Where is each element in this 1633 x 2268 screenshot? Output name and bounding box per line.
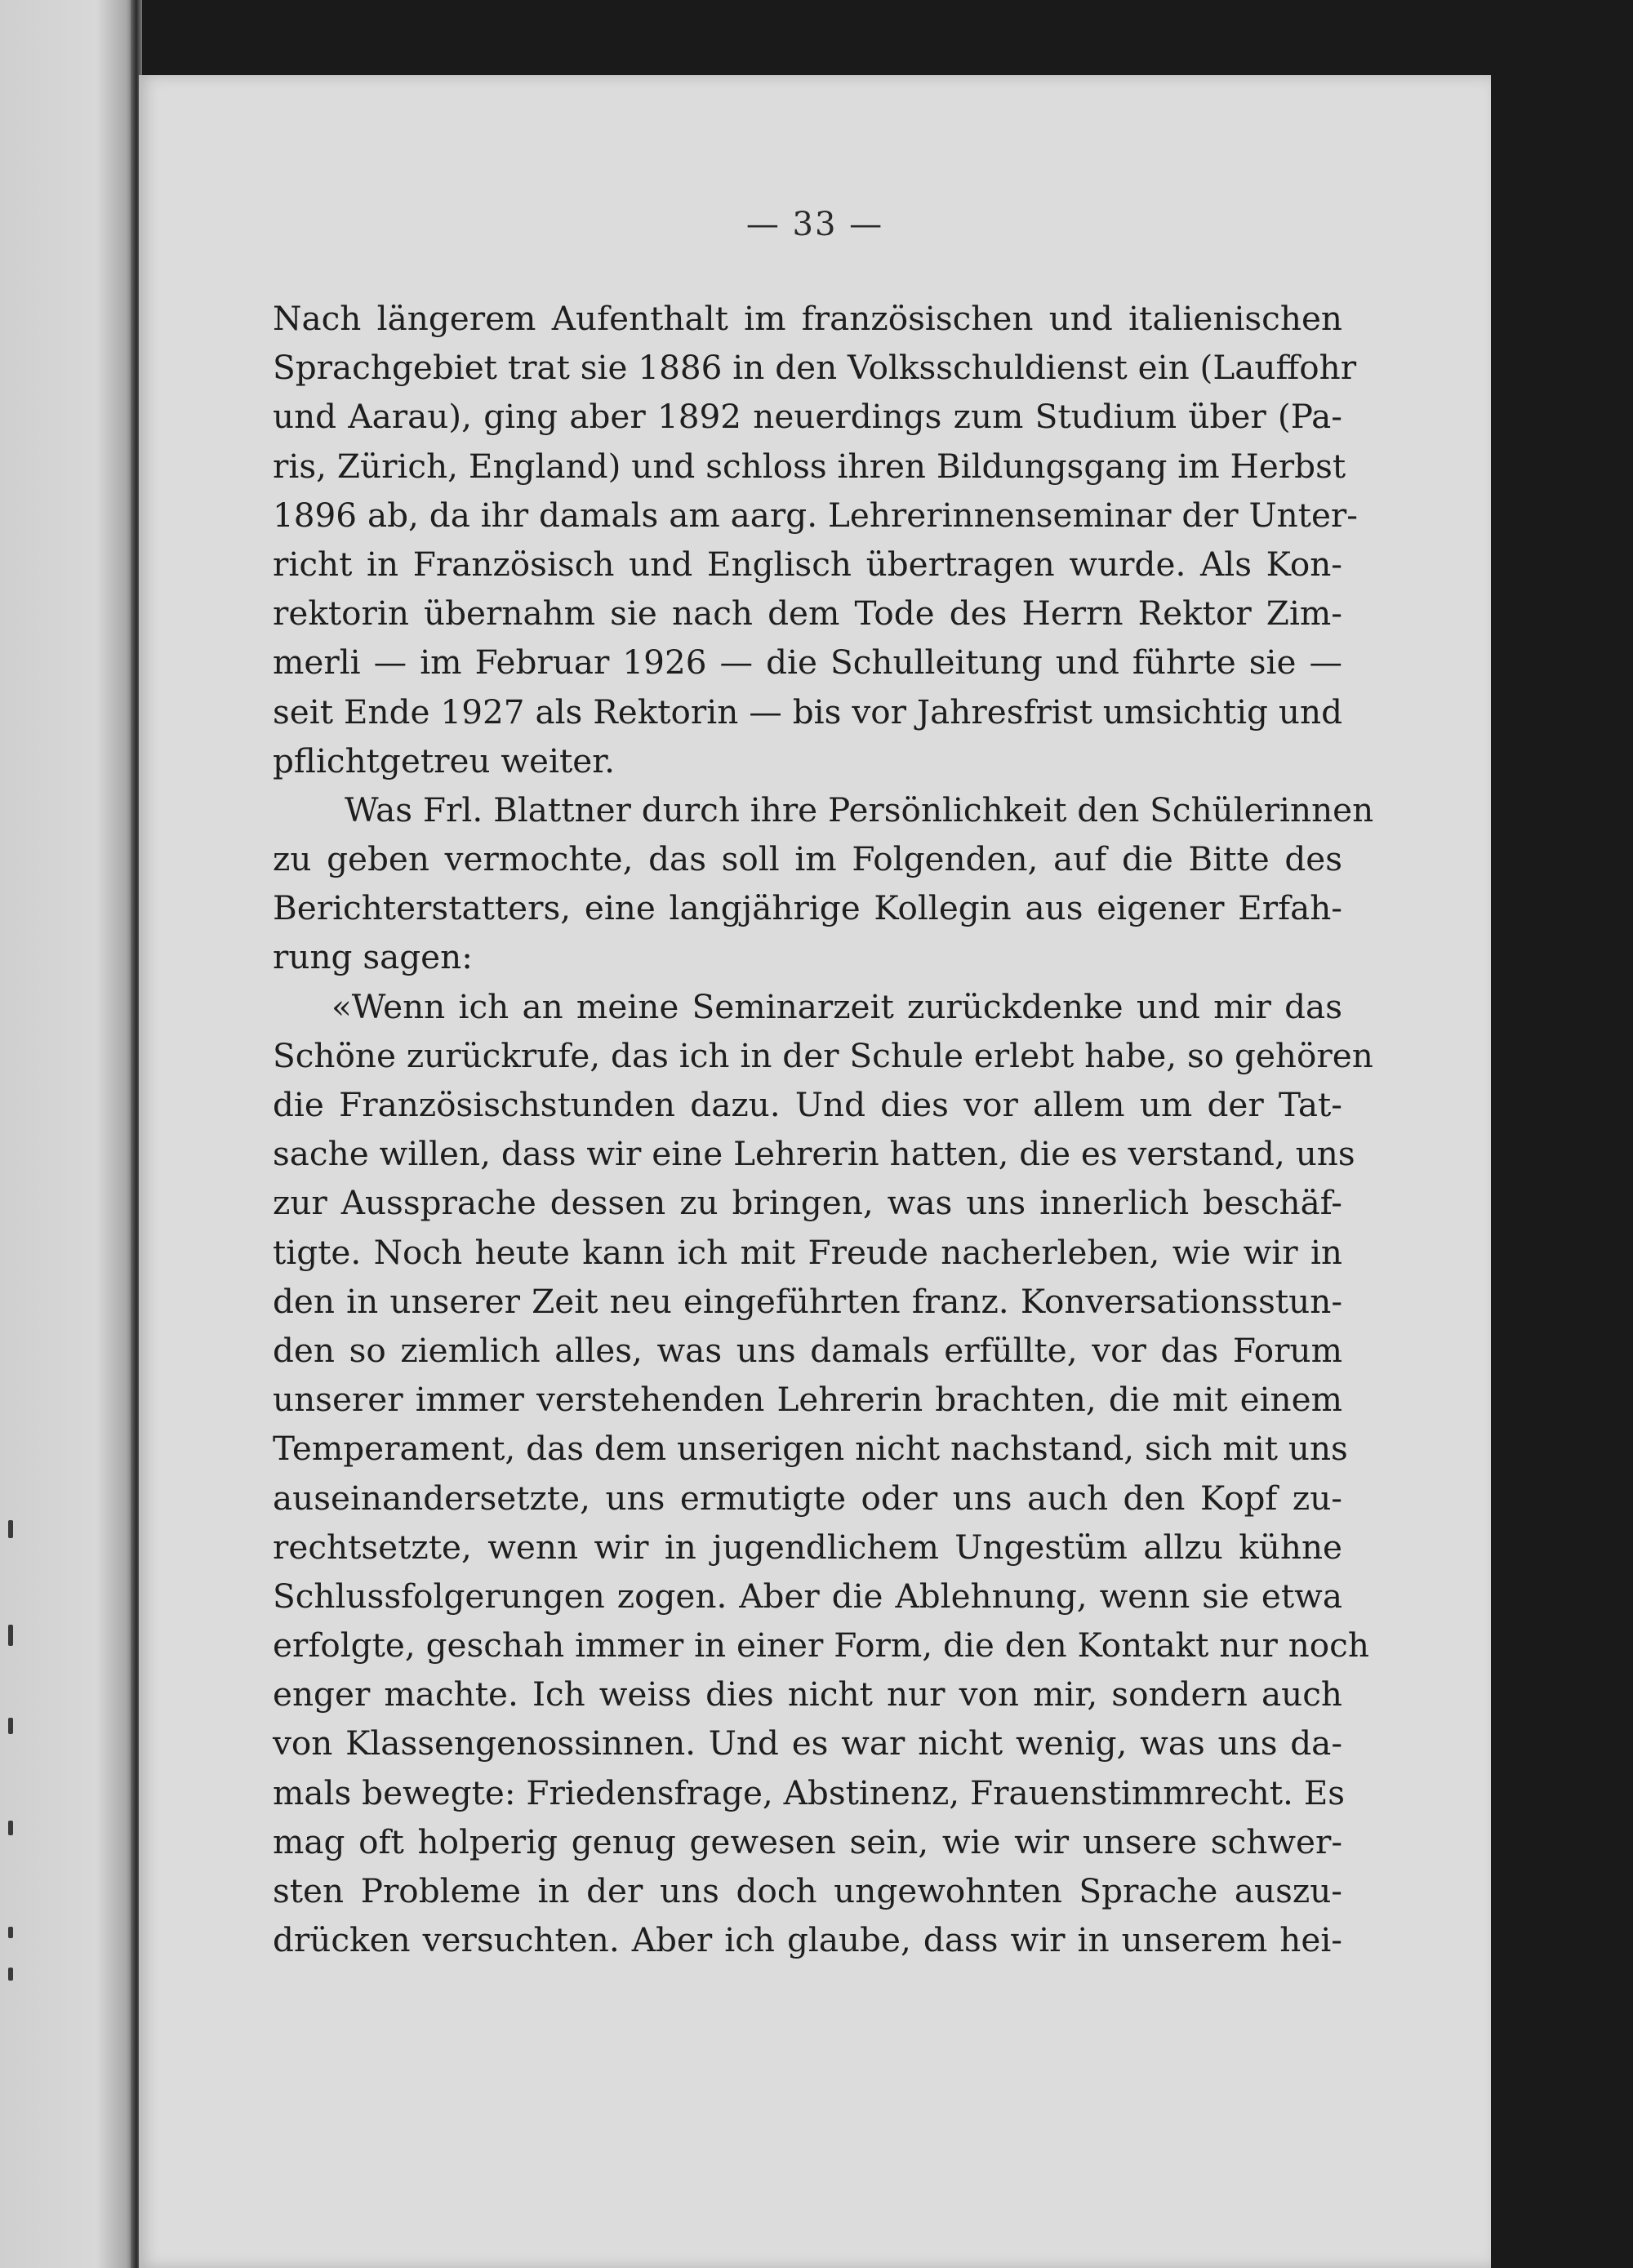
text-line: zur Aussprache dessen zu bringen, was uns innerlich beschäf- — [273, 1183, 1342, 1223]
text-line: 1896 ab, da ihr damals am aarg. Lehrerinnenseminar der Unter- — [273, 495, 1358, 535]
facing-page-margin-marks — [0, 0, 131, 2268]
text-line: «Wenn ich an meine Seminarzeit zurückdenke und mir das — [331, 986, 1342, 1026]
body-text — [273, 294, 1374, 1964]
text-line: enger machte. Ich weiss dies nicht nur von mir, sondern auch — [273, 1674, 1342, 1714]
text-line: erfolgte, geschah immer in einer Form, die den Kontakt nur noch — [273, 1625, 1369, 1665]
text-line: sten Probleme in der uns doch ungewohnten Sprache auszu- — [273, 1871, 1342, 1910]
text-line: sache willen, dass wir eine Lehrerin hatten, die es verstand, uns — [273, 1134, 1355, 1174]
text-line: Nach längerem Aufenthalt im französischen und italienischen — [273, 299, 1342, 338]
text-line: unserer immer verstehenden Lehrerin brachten, die mit einem — [273, 1380, 1342, 1420]
margin-mark — [8, 1625, 13, 1646]
text-line: zu geben vermochte, das soll im Folgenden, auf die Bitte des — [273, 839, 1342, 879]
text-line: richt in Französisch und Englisch übertragen wurde. Als Kon- — [273, 544, 1342, 584]
text-line: rektorin übernahm sie nach dem Tode des Herrn Rektor Zim- — [273, 594, 1342, 634]
text-line: Sprachgebiet trat sie 1886 in den Volksschuldienst ein (Lauffohr — [273, 348, 1357, 388]
text-line: merli — im Februar 1926 — die Schulleitung und führte sie — — [273, 643, 1342, 683]
text-line: Schöne zurückrufe, das ich in der Schule erlebt habe, so gehören — [273, 1035, 1373, 1075]
text-line: Was Frl. Blattner durch ihre Persönlichkeit den Schülerinnen — [345, 789, 1374, 829]
text-line: drücken versuchten. Aber ich glaube, dass wir in unserem hei- — [273, 1920, 1342, 1960]
text-line: ris, Zürich, England) und schloss ihren Bildungsgang im Herbst — [273, 446, 1346, 486]
text-line: von Klassengenossinnen. Und es war nicht wenig, was uns da- — [273, 1723, 1342, 1763]
text-line: Temperament, das dem unserigen nicht nachstand, sich mit uns — [273, 1429, 1348, 1469]
text-line: Berichterstatters, eine langjährige Kollegin aus eigener Erfah- — [273, 888, 1342, 928]
margin-mark — [8, 1968, 13, 1981]
margin-mark — [8, 1520, 13, 1538]
text-line: rung sagen: — [273, 937, 473, 977]
text-line: rechtsetzte, wenn wir in jugendlichem Ungestüm allzu kühne — [273, 1527, 1342, 1567]
margin-mark — [8, 1821, 13, 1835]
text-line: den so ziemlich alles, was uns damals erfüllte, vor das Forum — [273, 1330, 1342, 1370]
paragraph-introduction — [273, 785, 1374, 982]
text-line: mag oft holperig genug gewesen sein, wie wir unsere schwer- — [273, 1821, 1342, 1861]
text-line: Schlussfolgerungen zogen. Aber die Ablehnung, wenn sie etwa — [273, 1576, 1342, 1616]
text-line: den in unserer Zeit neu eingeführten franz. Konversationsstun- — [273, 1281, 1342, 1321]
page-number: — 33 — — [745, 206, 884, 243]
text-line: pflichtgetreu weiter. — [273, 740, 616, 780]
text-line: seit Ende 1927 als Rektorin — bis vor Jahresfrist umsichtig und — [273, 692, 1342, 732]
text-line: mals bewegte: Friedensfrage, Abstinenz, Frauenstimmrecht. Es — [273, 1772, 1346, 1812]
text-line: auseinandersetzte, uns ermutigte oder uns auch den Kopf zu- — [273, 1478, 1342, 1518]
paragraph-quote — [273, 982, 1373, 1965]
book-page — [139, 75, 1491, 2268]
paragraph-biography — [273, 294, 1358, 785]
text-line: tigte. Noch heute kann ich mit Freude nacherleben, wie wir in — [273, 1232, 1342, 1272]
text-line: die Französischstunden dazu. Und dies vor allem um der Tat- — [273, 1085, 1342, 1124]
margin-mark — [8, 1718, 13, 1734]
margin-mark — [8, 1927, 13, 1938]
text-line: und Aarau), ging aber 1892 neuerdings zum Studium über (Pa- — [273, 397, 1342, 437]
